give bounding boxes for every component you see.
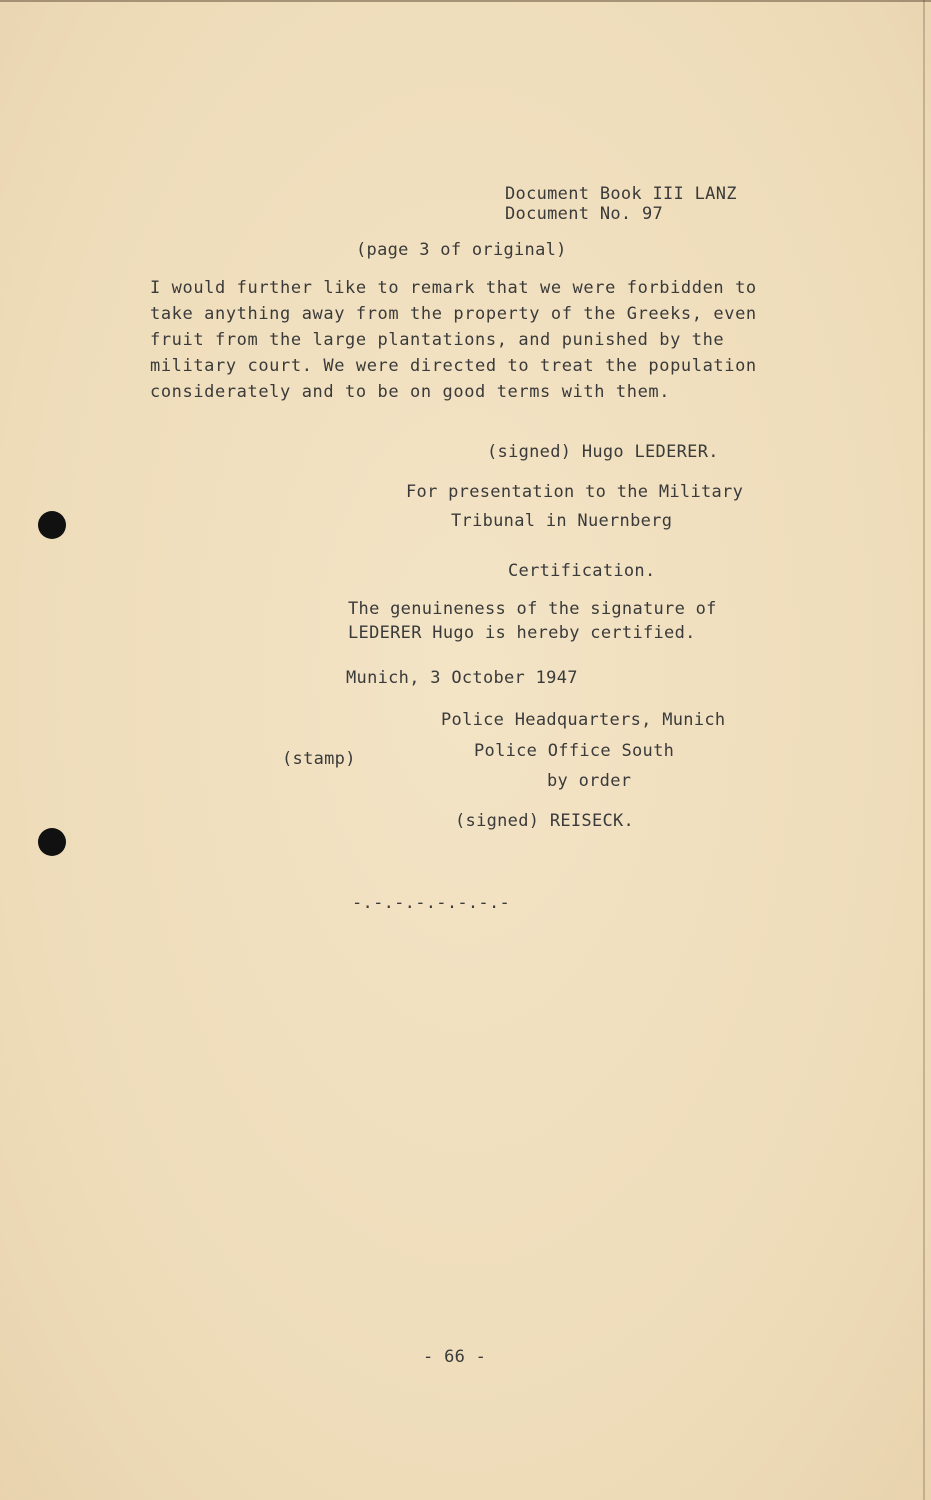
document-book-label: Document Book III LANZ <box>505 184 737 204</box>
document-number-label: Document No. 97 <box>505 204 664 224</box>
separator-line: -.-.-.-.-.-.-.- <box>352 893 511 913</box>
page-number: - 66 - <box>423 1347 487 1367</box>
stamp-note: (stamp) <box>282 749 356 769</box>
body-line-4: military court. We were directed to treat the population <box>150 356 757 376</box>
certification-title: Certification. <box>508 561 656 581</box>
page-right-edge <box>923 0 925 1500</box>
certification-line-2: LEDERER Hugo is hereby certified. <box>348 623 696 643</box>
presentation-line-2: Tribunal in Nuernberg <box>451 511 673 531</box>
signature-reiseck: (signed) REISECK. <box>455 811 635 831</box>
presentation-line-1: For presentation to the Military <box>406 482 744 502</box>
body-line-1: I would further like to remark that we were forbidden to <box>150 278 757 298</box>
body-line-5: considerately and to be on good terms with them. <box>150 382 671 402</box>
authority-line-2: Police Office South <box>474 741 675 761</box>
punch-hole-bottom <box>38 828 66 856</box>
body-line-3: fruit from the large plantations, and punished by the <box>150 330 725 350</box>
authority-line-3: by order <box>547 771 632 791</box>
body-line-2: take anything away from the property of the Greeks, even <box>150 304 757 324</box>
punch-hole-top <box>38 511 66 539</box>
signature-lederer: (signed) Hugo LEDERER. <box>487 442 719 462</box>
certification-line-1: The genuineness of the signature of <box>348 599 717 619</box>
authority-line-1: Police Headquarters, Munich <box>441 710 726 730</box>
page-top-edge <box>0 0 931 2</box>
place-and-date: Munich, 3 October 1947 <box>346 668 578 688</box>
page-of-original-note: (page 3 of original) <box>356 240 567 260</box>
